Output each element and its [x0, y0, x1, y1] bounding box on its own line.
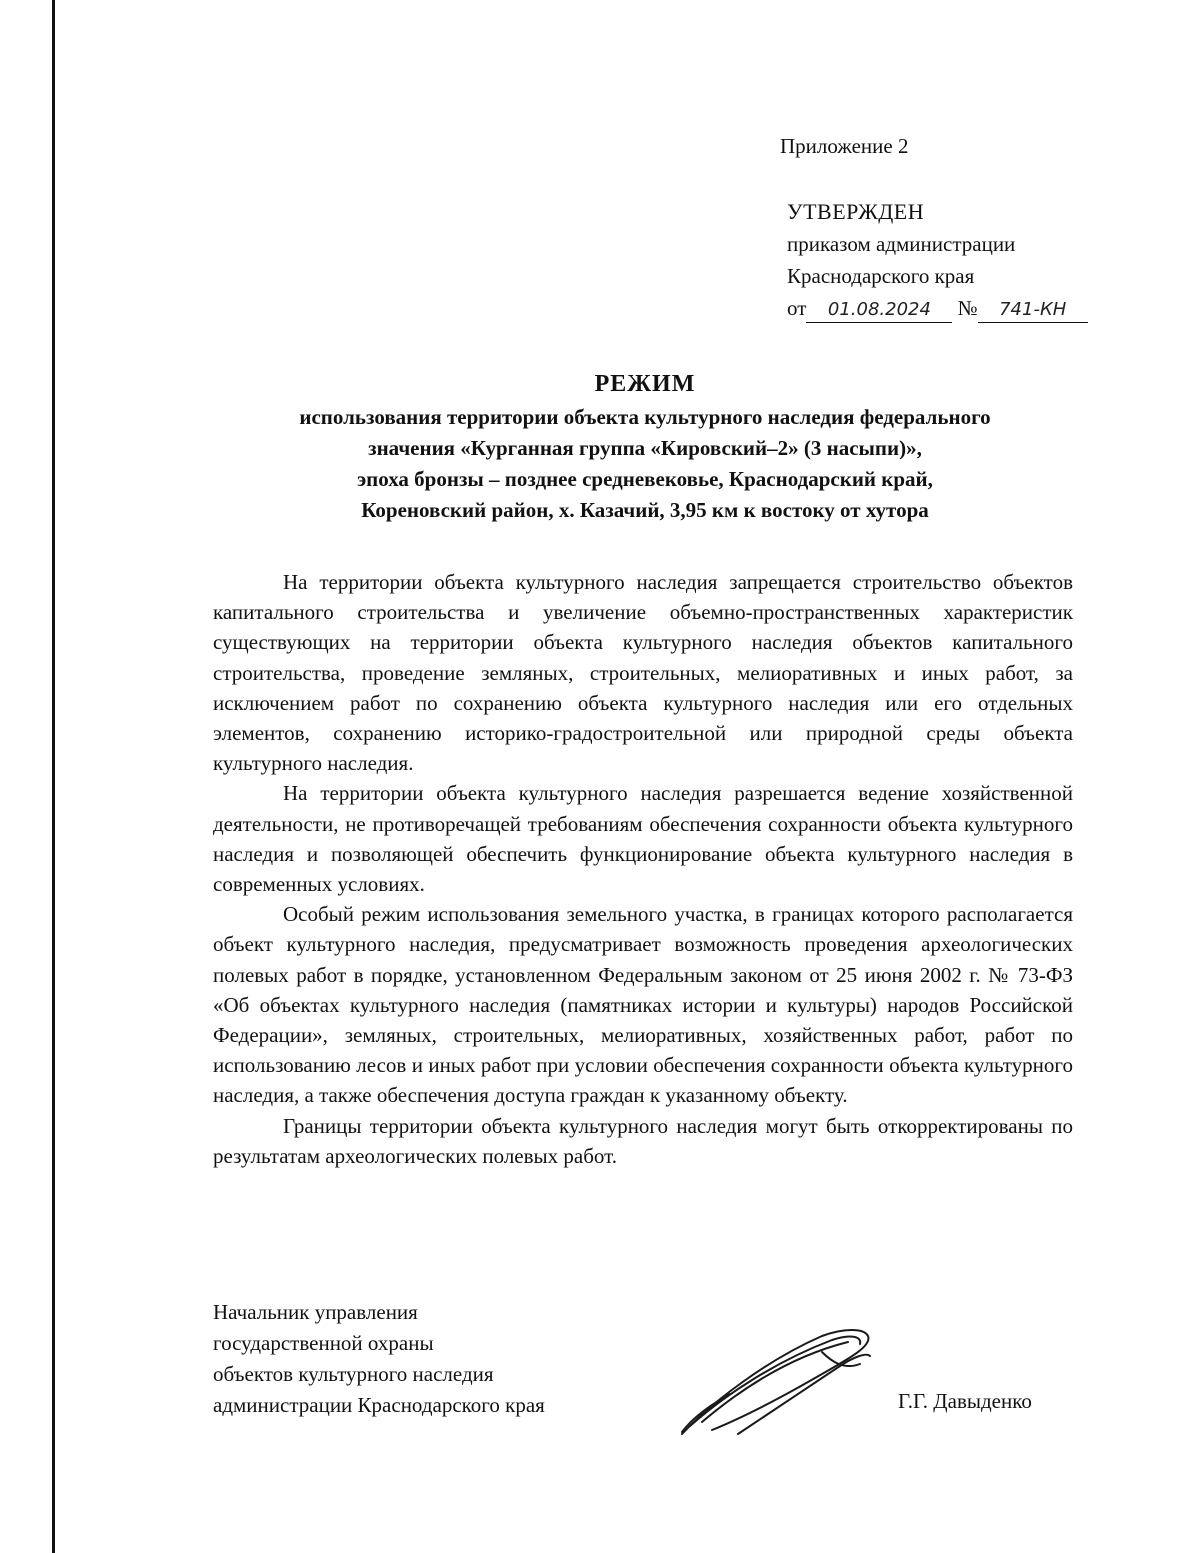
number-prefix: № [957, 296, 978, 320]
signatory-position [213, 1297, 545, 1421]
signatory-line-2: государственной охраны [213, 1331, 434, 1355]
signatory-line-4: администрации Краснодарского края [213, 1393, 545, 1417]
document-body [213, 567, 1073, 1171]
document-title-block [200, 366, 1090, 526]
signer-name: Г.Г. Давыденко [898, 1389, 1032, 1413]
paragraph-3: Особый режим использования земельного участка, в границах которого располагается объект культурного наследия, предусматривает возможность проведения археологических полевых работ в порядке, установленном Федеральным законом от 25 июня 2002 г. № 73-ФЗ «Об объектах культурного наследия (памятниках истории и культуры) народов Российской Федерации», земляных, строительных, мелиоративных, хозяйственных работ, работ по использованию лесов и иных работ при условии обеспечения сохранности объекта культурного наследия, а также обеспечения доступа граждан к указанному объекту. [213, 902, 1073, 1108]
subtitle-line-2: значения «Курганная группа «Кировский–2» (3 насыпи)», [368, 436, 922, 460]
document-title: РЕЖИМ [594, 371, 696, 397]
signatory-line-1: Начальник управления [213, 1300, 418, 1324]
handwritten-signature [672, 1322, 882, 1442]
handwritten-date: 01.08.2024 [806, 298, 952, 323]
left-margin-rule [52, 0, 55, 1553]
subtitle-line-3: эпоха бронзы – позднее средневековье, Краснодарский край, [357, 467, 933, 491]
date-prefix: от [787, 296, 807, 320]
subtitle-line-4: Кореновский район, х. Казачий, 3,95 км к востоку от хутора [361, 498, 929, 522]
approved-heading: УТВЕРЖДЕН [787, 199, 925, 224]
approval-block [787, 196, 1088, 324]
paragraph-1: На территории объекта культурного наследия запрещается строительство объектов капитального строительства и увеличение объемно-пространственных характеристик существующих на территории объекта культурного наследия объектов капитального строительства, проведение земляных, строительных, мелиоративных и иных работ, за исключением работ по сохранению объекта культурного наследия или его отдельных элементов, сохранению историко-градостроительной или природной среды объекта культурного наследия. [213, 570, 1073, 776]
paragraph-4: Границы территории объекта культурного наследия могут быть откорректированы по результатам археологических полевых работ. [213, 1113, 1073, 1168]
approval-line-1: приказом администрации [787, 232, 1016, 256]
subtitle-line-1: использования территории объекта культурного наследия федерального [299, 405, 991, 429]
paragraph-2: На территории объекта культурного наследия разрешается ведение хозяйственной деятельности, не противоречащей требованиям обеспечения сохранности объекта культурного наследия и позволяющей обеспечить функционирование объекта культурного наследия в современных условиях. [213, 781, 1073, 897]
signatory-line-3: объектов культурного наследия [213, 1362, 494, 1386]
appendix-label: Приложение 2 [780, 134, 909, 158]
approval-line-2: Краснодарского края [787, 264, 975, 288]
order-date-number-line [787, 292, 1088, 324]
handwritten-number: 741-КН [978, 298, 1088, 323]
